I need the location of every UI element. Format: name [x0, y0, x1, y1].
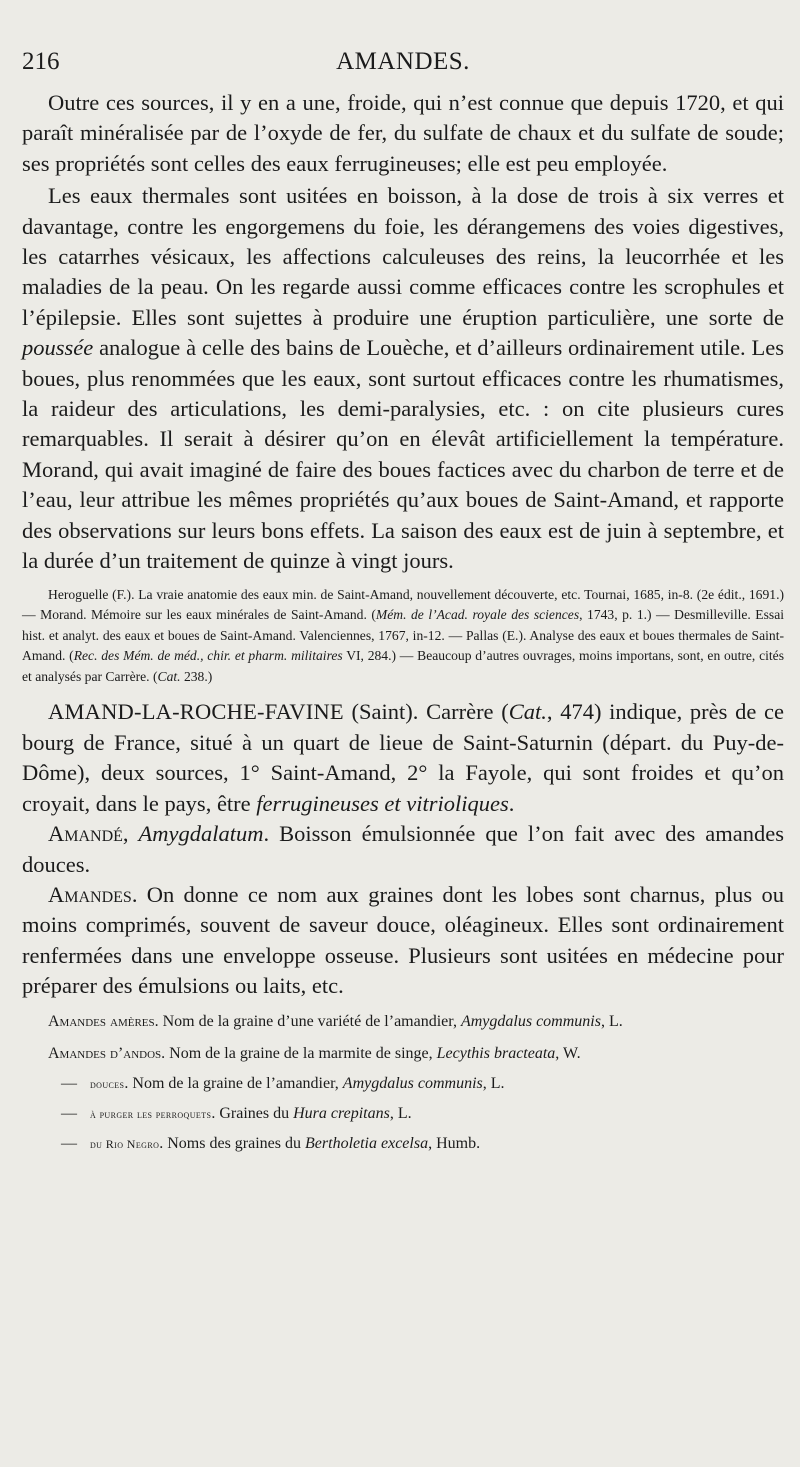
entry-headword: Amandé [48, 821, 123, 847]
subentry-amandes-andos: Amandes d’andos. Nom de la graine de la marmite de singe, Lecythis bracteata, W. [48, 1044, 581, 1062]
entry-headword: AMAND-LA-ROCHE-FAVINE [48, 699, 344, 725]
page-number: 216 [22, 48, 60, 75]
entry-amand-la-roche-favine: AMAND-LA-ROCHE-FAVINE (Saint). Carrère (Cat., 474) indique, près de ce bourg de France, situé à un quart de lieue de Saint-Saturnin (départ. du Puy-de-Dôme), deux sources, 1° Saint-Amand, 2° la Fayole, qui sont froides et qu’on croyait, dans le pays, être ferrugineuses et vitrioliques. [22, 699, 784, 816]
entry-amande: Amandé, Amygdalatum. Boisson émulsionnée que l’on fait avec des amandes douces. [22, 821, 785, 877]
italic-term: poussée [22, 335, 94, 361]
entry-amandes: Amandes. On donne ce nom aux graines dont les lobes sont charnus, plus ou moins comprimés, souvent de saveur douce, oléagineux. Elles sont ordinairement renfermées dans une enveloppe osseuse. Plusieurs sont usitées en médecine pour préparer des émulsions ou laits, etc. [22, 881, 784, 999]
subentry-amandes-ameres: Amandes amères. Nom de la graine d’une variété de l’amandier, Amygdalus communis, L. [48, 1012, 623, 1030]
paragraph-thermal-uses: Les eaux thermales sont usitées en boisson, à la dose de trois à six verres et davantage, contre les engorgemens du foie, les dérangemens des voies digestives, les catarrhes vésicaux, les affections calculeuses des reins, la leucorrhée et les maladies de la peau. On les regarde aussi comme efficaces contre les scrophules et l’épilepsie. Elles sont sujettes à produire une éruption particulière, une sorte de poussée analogue à celle des bains de Louèche, et d’ailleurs ordinairement utile. Les boues, plus renommées que les eaux, sont surtout efficaces contre les rhumatismes, la raideur des articulations, les demi-paralysies, etc. : on cite plusieurs cures remarquables. Il serait à désirer qu’on en élevât artificiellement la température. Morand, qui avait imaginé de faire des boues factices avec du charbon de terre et de l’eau, leur attribue les mêmes propriétés qu’aux boues de Saint-Amand, et rapporte des observations sur leurs bons effets. La saison des eaux est de juin à septembre, et la durée d’un traitement de quinze à vingt jours. [22, 183, 784, 574]
running-title: AMANDES. [336, 48, 470, 75]
bibliography-note: Heroguelle (F.). La vraie anatomie des eaux min. de Saint-Amand, nouvellement découverte, etc. Tournai, 1685, in-8. (2e édit., 1691.) — Morand. Mémoire sur les eaux minérales de Saint-Amand. (Mém. de l’Acad. royale des sciences, 1743, p. 1.) — Desmilleville. Essai hist. et analyt. des eaux et boues de Saint-Amand. Valenciennes, 1767, in-12. — Pallas (E.). Analyse des eaux et boues thermales de Saint-Amand. (Rec. des Mém. de méd., chir. et pharm. militaires VI, 284.) — Beaucoup d’autres ouvrages, moins importans, sont, en outre, cités et analysés par Carrère. (Cat. 238.) [22, 586, 785, 684]
paragraph-cold-source: Outre ces sources, il y en a une, froide, qui n’est connue que depuis 1720, et qui paraît minéralisée par de l’oxyde de fer, du sulfate de chaux et du sulfate de soude; ses propriétés sont celles des eaux ferrugineuses; elle est peu employée. [22, 90, 784, 176]
subentry-rio-negro: — du Rio Negro. Noms des graines du Bertholetia excelsa, Humb. [61, 1134, 481, 1152]
page [22, 48, 784, 1156]
subentry-douces: — douces. Nom de la graine de l’amandier, Amygdalus communis, L. [61, 1074, 505, 1092]
entry-headword: Amandes [48, 881, 132, 907]
page-header [22, 48, 784, 88]
subentry-purger-perroquets: — à purger les perroquets. Graines du Hura crepitans, L. [61, 1104, 412, 1122]
